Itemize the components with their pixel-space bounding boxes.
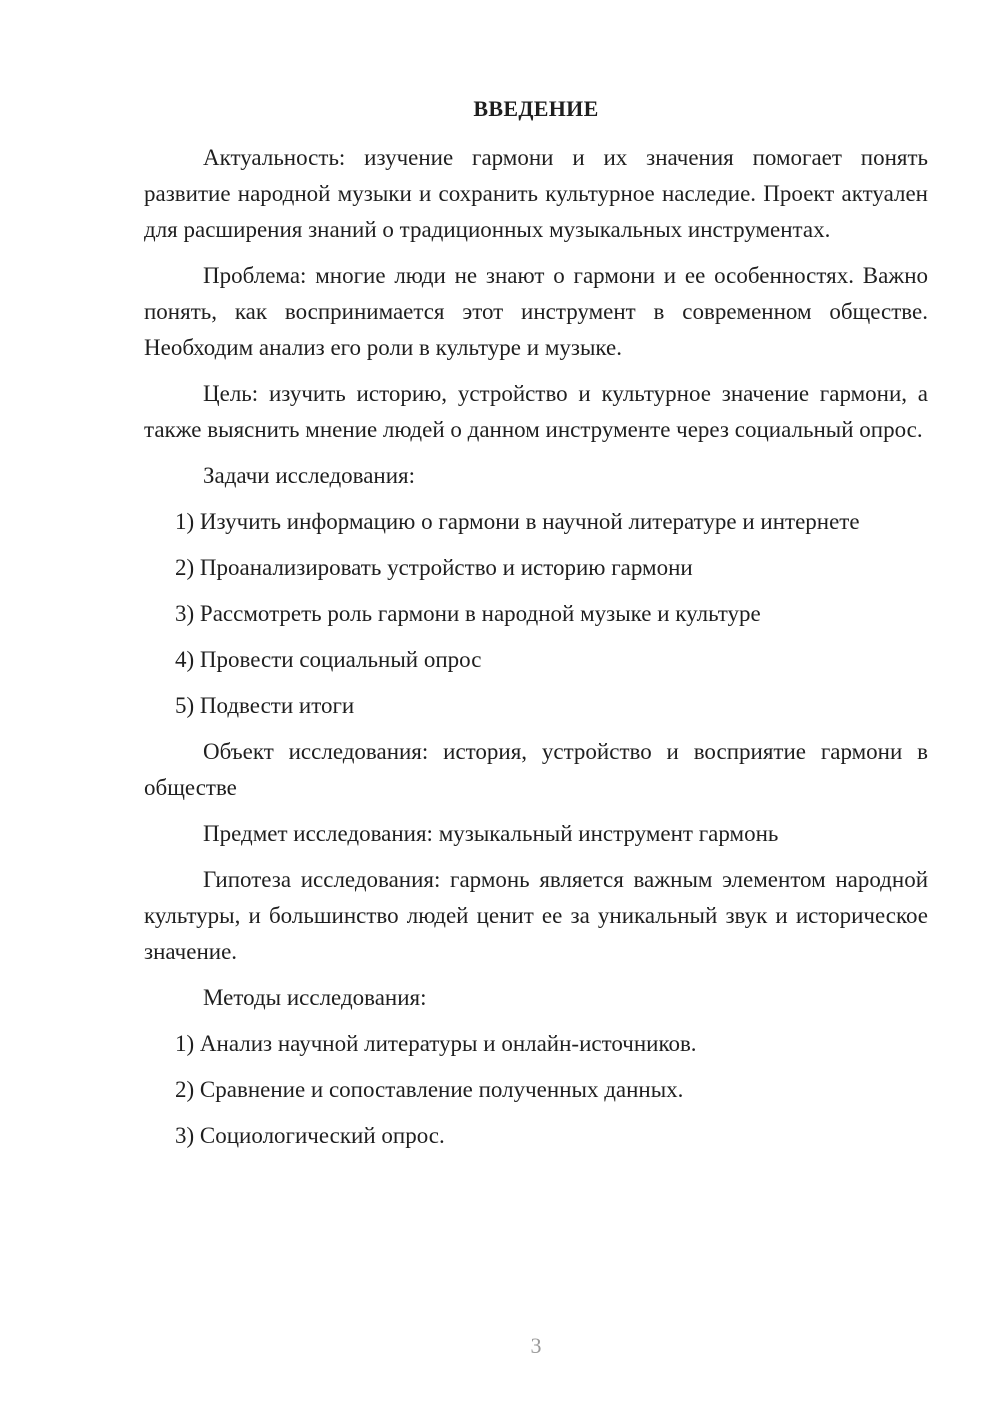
task-item: 2) Проанализировать устройство и историю гармони	[175, 555, 693, 580]
method-item: 3) Социологический опрос.	[175, 1123, 445, 1148]
subject-paragraph: Предмет исследования: музыкальный инструмент гармонь	[203, 821, 779, 846]
tasks-label: Задачи исследования:	[203, 463, 416, 488]
goal-paragraph: Цель: изучить историю, устройство и культурное значение гармони, а также выяснить мнение людей о данном инструменте через социальный опрос.	[144, 381, 928, 442]
object-paragraph: Объект исследования: история, устройство и восприятие гармони в обществе	[144, 739, 928, 800]
task-item: 4) Провести социальный опрос	[175, 647, 482, 672]
task-item: 3) Рассмотреть роль гармони в народной музыке и культуре	[175, 601, 761, 626]
method-item: 2) Сравнение и сопоставление полученных данных.	[175, 1077, 684, 1102]
task-item: 5) Подвести итоги	[175, 693, 355, 718]
tasks-list	[144, 504, 928, 724]
page-title: ВВЕДЕНИЕ	[473, 96, 599, 121]
problem-paragraph: Проблема: многие люди не знают о гармони и ее особенностях. Важно понять, как воспринимается этот инструмент в современном обществе. Необходим анализ его роли в культуре и музыке.	[144, 263, 928, 360]
document-body	[144, 140, 928, 1164]
task-item: 1) Изучить информацию о гармони в научной литературе и интернете	[175, 509, 860, 534]
method-item: 1) Анализ научной литературы и онлайн-источников.	[175, 1031, 697, 1056]
methods-label: Методы исследования:	[203, 985, 427, 1010]
hypothesis-paragraph: Гипотеза исследования: гармонь является важным элементом народной культуры, и большинство людей ценит ее за уникальный звук и историческое значение.	[144, 867, 928, 964]
relevance-paragraph: Актуальность: изучение гармони и их значения помогает понять развитие народной музыки и сохранить культурное наследие. Проект актуален для расширения знаний о традиционных музыкальных инструментах.	[144, 145, 928, 242]
page-number: 3	[530, 1333, 542, 1358]
methods-list	[144, 1026, 928, 1154]
